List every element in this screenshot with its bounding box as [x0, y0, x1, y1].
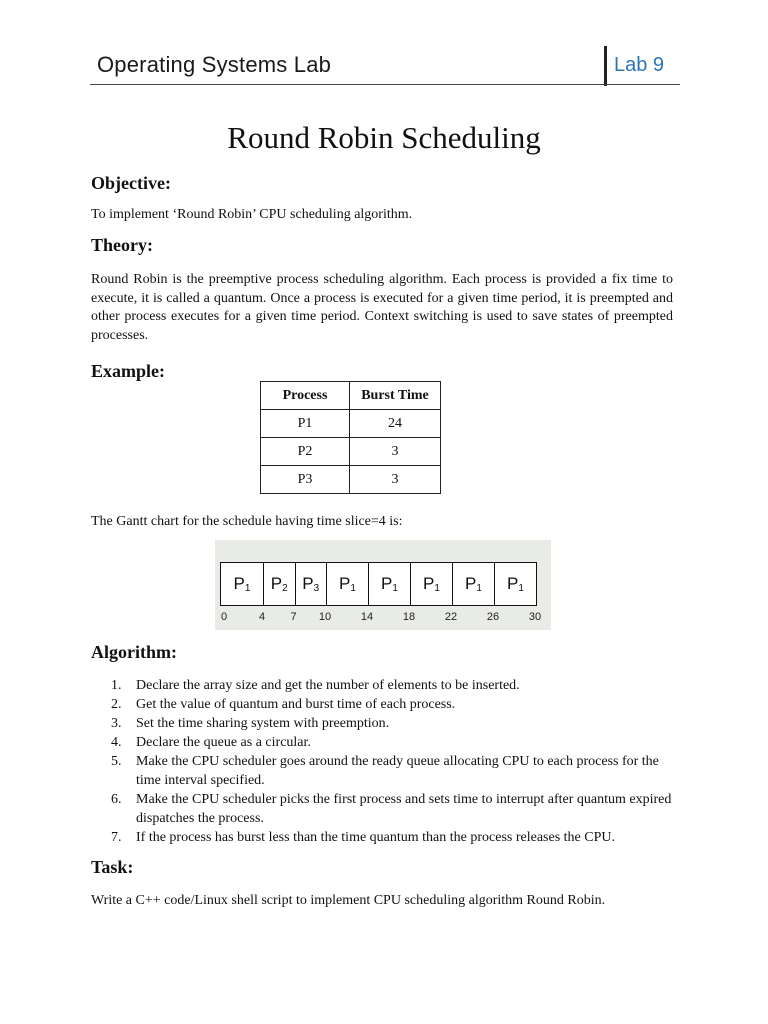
gantt-tick-label: 7: [290, 611, 297, 623]
table-row: [261, 410, 441, 438]
step-number: 2.: [111, 697, 122, 712]
step-number: 6.: [111, 792, 122, 807]
table-cell: 24: [350, 410, 441, 438]
gantt-cell-subscript: 1: [392, 582, 398, 594]
gantt-cell-subscript: 1: [244, 582, 251, 594]
gantt-cell: [368, 563, 410, 605]
table-header-row: [261, 382, 441, 410]
table-header-cell: Process: [261, 382, 350, 410]
gantt-tick-label: 0: [220, 611, 228, 623]
algorithm-step: [91, 676, 681, 695]
gantt-tick-label: 22: [444, 611, 458, 623]
gantt-cell: [452, 563, 494, 605]
algorithm-heading: Algorithm:: [91, 642, 177, 662]
gantt-cell-label: P: [270, 574, 283, 593]
objective-heading: Objective:: [91, 173, 171, 193]
header-rule: [90, 84, 680, 85]
step-text: Make the CPU scheduler goes around the ready queue allocating CPU to each process for the time interval specified.: [136, 754, 659, 788]
header-title: Operating Systems Lab: [97, 52, 332, 77]
step-number: 7.: [111, 830, 122, 845]
gantt-tick-label: 4: [258, 611, 266, 623]
task-heading: Task:: [91, 857, 134, 877]
step-text: Make the CPU scheduler picks the first process and sets time to interrupt after quantum expired dispatches the process.: [136, 792, 672, 826]
algorithm-steps-list: [91, 676, 681, 847]
gantt-cell-subscript: 3: [313, 582, 320, 594]
gantt-chart: [215, 540, 551, 630]
step-number: 5.: [111, 754, 122, 769]
theory-heading: Theory:: [91, 235, 153, 255]
gantt-cell: [263, 563, 295, 605]
algorithm-step: [91, 752, 681, 790]
step-number: 3.: [111, 716, 122, 731]
gantt-cell-label: P: [507, 574, 519, 593]
table-row: [261, 466, 441, 494]
header-divider: [604, 46, 607, 86]
gantt-tick-label: 26: [486, 611, 500, 623]
gantt-cell-label: P: [302, 574, 314, 593]
theory-text: Round Robin is the preemptive process scheduling algorithm. Each process is provided a fix time to execute, it is called a quantum. Once a process is executed for a given time period, it is preempted and other process executes for a given time period. Context switching is used to save states of preempted processes.: [91, 272, 673, 343]
gantt-cell-subscript: 1: [350, 582, 356, 594]
example-heading: Example:: [91, 361, 165, 381]
gantt-tick-label: 18: [402, 611, 416, 623]
algorithm-step: [91, 714, 681, 733]
gantt-cell-label: P: [339, 574, 351, 593]
gantt-cell-label: P: [233, 574, 245, 593]
gantt-tick-label: 10: [318, 611, 332, 623]
gantt-cell-subscript: 1: [434, 582, 440, 594]
task-text: Write a C++ code/Linux shell script to implement CPU scheduling algorithm Round Robin.: [91, 893, 606, 908]
algorithm-step: [91, 790, 681, 828]
table-cell: 3: [350, 438, 441, 466]
gantt-cell-subscript: 2: [282, 582, 288, 594]
gantt-caption: The Gantt chart for the schedule having time slice=4 is:: [91, 514, 403, 529]
gantt-tick-label: 14: [360, 611, 374, 623]
algorithm-step: [91, 695, 681, 714]
algorithm-step: [91, 733, 681, 752]
gantt-cell-label: P: [423, 574, 435, 593]
algorithm-step: [91, 828, 681, 847]
step-text: Declare the queue as a circular.: [136, 735, 311, 750]
gantt-bar: [220, 562, 537, 606]
table-cell: P2: [261, 438, 350, 466]
objective-text: To implement ‘Round Robin’ CPU scheduling algorithm.: [91, 207, 413, 222]
gantt-tick-label: 30: [528, 611, 542, 623]
gantt-cell-subscript: 1: [476, 582, 482, 594]
step-number: 4.: [111, 735, 122, 750]
gantt-cell: [326, 563, 368, 605]
table-header-cell: Burst Time: [350, 382, 441, 410]
gantt-cell: [221, 563, 263, 605]
table-cell: P3: [261, 466, 350, 494]
gantt-cell-label: P: [381, 574, 393, 593]
gantt-cell: [295, 563, 327, 605]
step-text: Declare the array size and get the number of elements to be inserted.: [136, 678, 520, 693]
step-text: If the process has burst less than the time quantum than the process releases the CPU.: [136, 830, 615, 845]
table-cell: 3: [350, 466, 441, 494]
table-row: [261, 438, 441, 466]
document-title: Round Robin Scheduling: [227, 120, 541, 155]
gantt-cell-label: P: [465, 574, 477, 593]
header-lab-number: Lab 9: [614, 54, 665, 76]
gantt-cell: [494, 563, 536, 605]
table-cell: P1: [261, 410, 350, 438]
step-text: Get the value of quantum and burst time of each process.: [136, 697, 456, 712]
gantt-cell-subscript: 1: [518, 582, 524, 594]
gantt-cell: [410, 563, 452, 605]
process-table: [260, 381, 441, 494]
step-number: 1.: [111, 678, 122, 693]
step-text: Set the time sharing system with preemption.: [136, 716, 390, 731]
